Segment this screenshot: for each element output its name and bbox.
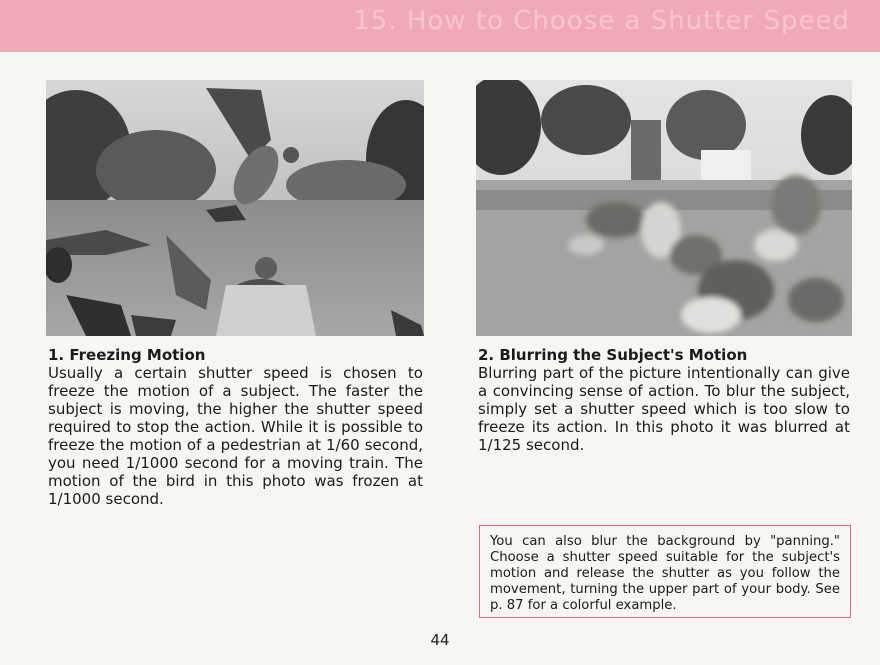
- blurring-motion-body: Blurring part of the picture intentionally can give a convincing sense of action. To blur the subject, simply set a shutter speed which is too slow to freeze its action. In this photo it was blurred at 1/125 second.: [478, 364, 850, 454]
- freezing-motion-heading: 1. Freezing Motion: [48, 346, 206, 364]
- header-banner: [0, 0, 880, 52]
- page-title: 15. How to Choose a Shutter Speed: [353, 6, 850, 36]
- blurred-pigeons-photo-icon: [476, 80, 852, 336]
- freezing-motion-section: [48, 346, 423, 508]
- blurring-motion-heading: 2. Blurring the Subject's Motion: [478, 346, 748, 364]
- panning-note-box: You can also blur the background by "panning." Choose a shutter speed suitable for the subject's motion and release the shutter as you follow the movement, turning the upper part of your body. See p. 87 for a colorful example.: [479, 525, 851, 618]
- freezing-pigeons-photo-icon: [46, 80, 424, 336]
- page-number: 44: [430, 631, 450, 649]
- freezing-motion-body: Usually a certain shutter speed is chosen to freeze the motion of a subject. The faster the subject is moving, the higher the shutter speed required to stop the action. While it is possible to freeze the motion of a pedestrian at 1/60 second, you need 1/1000 second for a moving train. The motion of the bird in this photo was frozen at 1/1000 second.: [48, 364, 423, 508]
- blurring-motion-section: [478, 346, 850, 454]
